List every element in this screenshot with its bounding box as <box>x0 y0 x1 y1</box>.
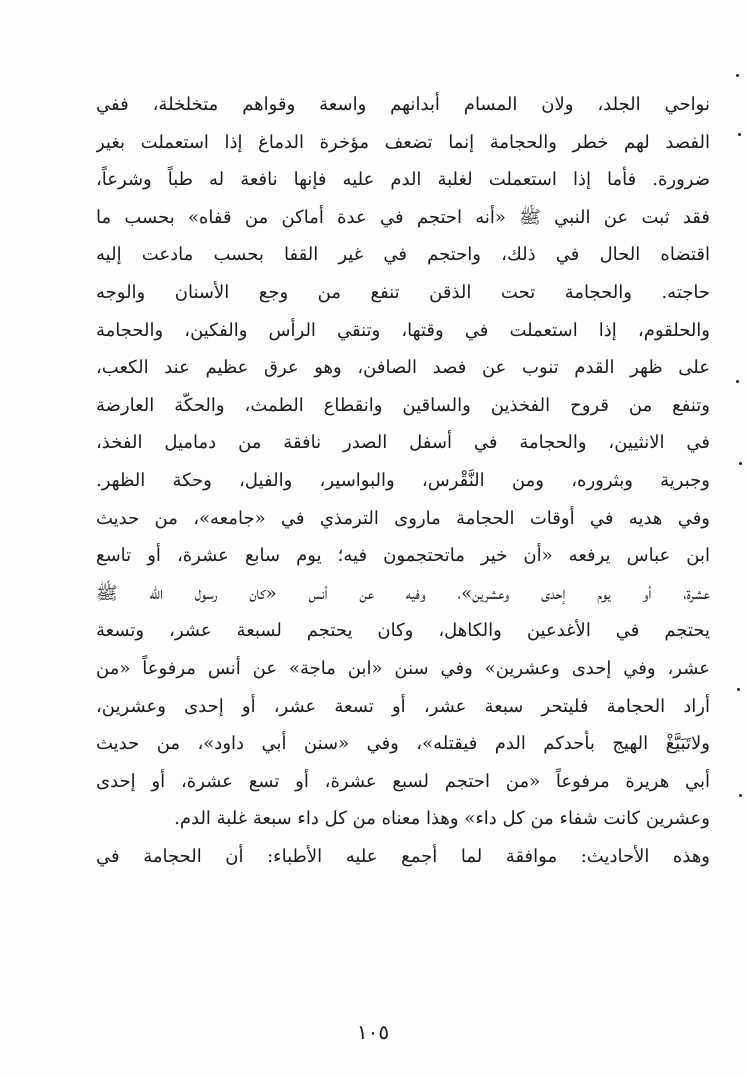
text-line: نواحي الجلد، ولان المسام أبدانهم واسعة وقواهم متخلخلة، ففي <box>96 94 710 115</box>
text-line: أبي هريرة مرفوعاً «من احتجم لسبع عشرة، أو تسع عشرة، أو إحدى <box>96 770 710 792</box>
text-line: وفي هديه في أوقات الحجامة ماروى الترمذي في «جامعه»، من حديث <box>96 507 710 529</box>
text-line: عشر، وفي إحدى وعشرين» وفي سنن «ابن ماجة» عن أنس مرفوعاً «من <box>96 657 710 679</box>
scan-speck <box>739 462 742 465</box>
text-line: على ظهر القدم تنوب عن فصد الصافن، وهو عرق عظيم عند الكعب، <box>96 357 710 379</box>
text-line: الفصد لهم خطر والحجامة إنما تضعف مؤخرة الدماغ إذا استعملت بغير <box>96 131 710 153</box>
text-line: أراد الحجامة فليتحر سبعة عشر، أو تسعة عشر، أو إحدى وعشرين، <box>96 695 710 717</box>
text-line: عشرة، أو يوم إحدى وعشرين»، وفيه عن أنس «كان رسول الله ﷺ <box>96 582 710 604</box>
text-line: فقد ثبت عن النبي ﷺ «أنه احتجم في عدة أماكن من قفاه» بحسب ما <box>96 206 710 228</box>
scan-speck <box>736 74 739 77</box>
scan-speck <box>738 133 741 136</box>
text-line: في الانثيين، والحجامة في أسفل الصدر نافقة من دماميل الفخذ، <box>96 432 710 454</box>
scan-speck <box>736 380 739 383</box>
text-line: وعشرين كانت شفاء من كل داء» وهذا معناه من كل داء سبعة غلبة الدم. <box>174 808 710 830</box>
text-line: يحتجم في الأغدعين والكاهل، وكان يحتجم لسبعة عشر، وتسعة <box>96 620 710 642</box>
text-line: ابن عباس يرفعه «أن خير ماتحتجمون فيه؛ يوم سابع عشرة، أو تاسع <box>96 545 710 567</box>
scan-speck <box>737 688 740 691</box>
text-line: وجبرية وبثروره، ومن النَّقْرس، والبواسير، والفيل، وحكة الظهر. <box>96 469 710 491</box>
body-text <box>96 86 710 875</box>
page-number: ١٠٥ <box>356 1020 390 1044</box>
scan-speck <box>739 794 742 797</box>
text-line: وتنفع من قروح الفخذين والساقين وانقطاع الطمث، والحكّة العارضة <box>96 394 710 416</box>
text-line: ولاتَبَيَّغْ الهيج بأحدكم الدم فيقتله»، وفي «سنن أبي داود»، من حديث <box>96 733 710 755</box>
text-line: وهذه الأحاديث: موافقة لما أجمع عليه الأطباء: أن الحجامة في <box>96 845 710 867</box>
text-line: حاجته. والحجامة تحت الذقن تنفع من وجع الأسنان والوجه <box>96 281 710 303</box>
text-line: والحلقوم، إذا استعملت في وقتها، وتنقي الرأس والفكين، والحجامة <box>96 319 710 341</box>
text-line: اقتضاه الحال في ذلك، واحتجم في غير القفا بحسب مادعت إليه <box>96 244 710 266</box>
text-line: ضرورة. فأما إذا استعملت لغلبة الدم عليه فإنها نافعة له طباً وشرعاً، <box>96 169 710 191</box>
